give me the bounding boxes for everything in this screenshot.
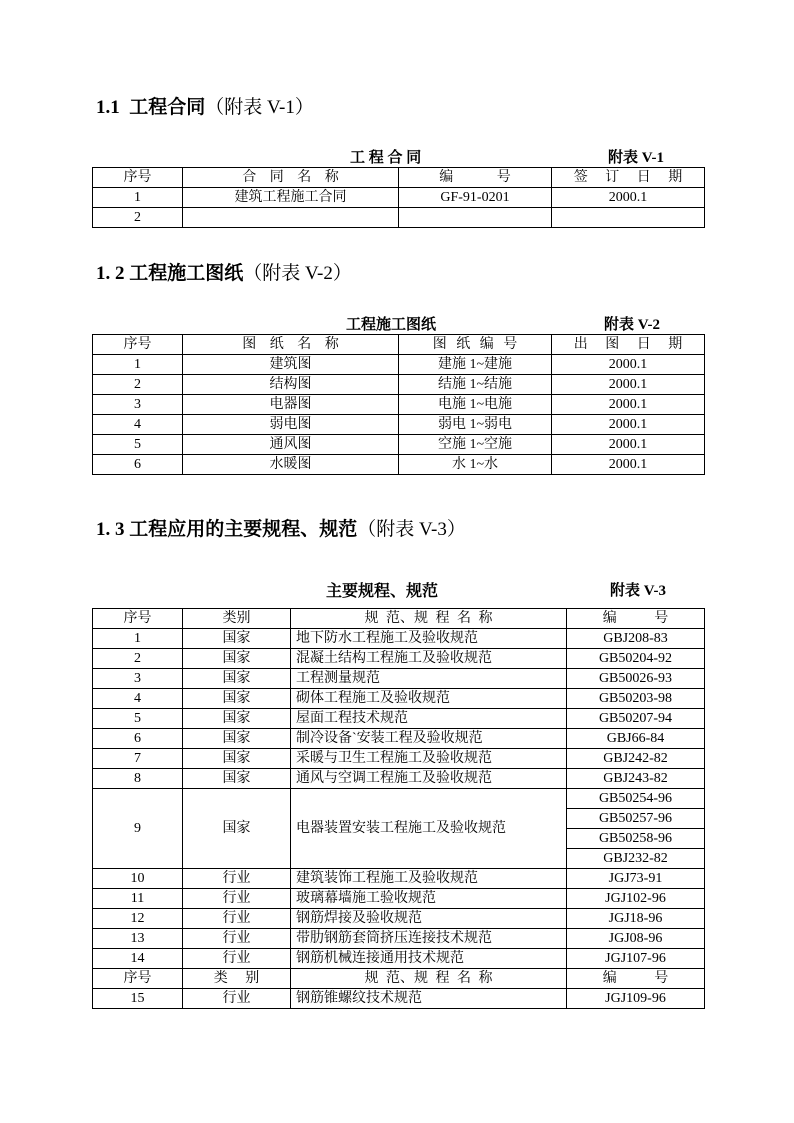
cell: 行业: [183, 929, 291, 949]
section-3-paren: （附表 V-3）: [357, 519, 466, 540]
section-3-title: 工程应用的主要规程、规范: [129, 519, 358, 540]
table-row: [93, 415, 705, 435]
table-row: [93, 909, 705, 929]
cell: 2000.1: [552, 455, 705, 475]
cell: 15: [93, 989, 183, 1009]
cell: 5: [93, 709, 183, 729]
cell: 钢筋焊接及验收规范: [291, 909, 567, 929]
table-row: [93, 789, 705, 809]
header-cell: 序号: [93, 335, 183, 355]
cell: 12: [93, 909, 183, 929]
cell: 10: [93, 869, 183, 889]
cell: 2: [93, 208, 183, 228]
table-header-row: [93, 609, 705, 629]
cell: 采暖与卫生工程施工及验收规范: [291, 749, 567, 769]
cell: 9: [93, 789, 183, 869]
section-2-paren: （附表 V-2）: [243, 263, 352, 284]
table-row: [93, 989, 705, 1009]
cell: 屋面工程技术规范: [291, 709, 567, 729]
cell: GB50204-92: [567, 649, 705, 669]
header-cell: 序号: [93, 609, 183, 629]
standards-table: [92, 608, 705, 1009]
cell: GB50257-96: [567, 809, 705, 829]
section-2-title: 工程施工图纸: [129, 263, 244, 284]
section-1-number: 1.1: [96, 97, 120, 118]
cell: 电施 1~电施: [399, 395, 552, 415]
table-header-row: [93, 168, 705, 188]
section-2-heading: [96, 258, 352, 285]
cell: 工程测量规范: [291, 669, 567, 689]
header-cell: 签 订 日 期: [552, 168, 705, 188]
section-2-number: 1. 2: [96, 263, 125, 284]
section-1-heading: [96, 92, 314, 119]
cell: GB50254-96: [567, 789, 705, 809]
table-row: [93, 669, 705, 689]
cell: 通风图: [183, 435, 399, 455]
table-1-caption: 工 程 合 同: [350, 150, 422, 166]
cell: 玻璃幕墙施工验收规范: [291, 889, 567, 909]
header-cell: 编 号: [399, 168, 552, 188]
cell: GB50026-93: [567, 669, 705, 689]
table-2-caption: 工程施工图纸: [346, 317, 437, 333]
cell: 14: [93, 949, 183, 969]
cell: 3: [93, 669, 183, 689]
table-row: [93, 889, 705, 909]
cell: 国家: [183, 769, 291, 789]
cell: [183, 208, 399, 228]
table-row: [93, 949, 705, 969]
cell: JGJ107-96: [567, 949, 705, 969]
cell: [399, 208, 552, 228]
cell: 4: [93, 415, 183, 435]
cell: 建筑工程施工合同: [183, 188, 399, 208]
table-1-tag: 附表 V-1: [608, 150, 664, 166]
cell: 水 1~水: [399, 455, 552, 475]
table-row: [93, 435, 705, 455]
section-3-number: 1. 3: [96, 519, 125, 540]
cell: 钢筋锥螺纹技术规范: [291, 989, 567, 1009]
cell: 2000.1: [552, 375, 705, 395]
cell: 弱电 1~弱电: [399, 415, 552, 435]
table-row: [93, 375, 705, 395]
table-row: [93, 208, 705, 228]
table-row: [93, 749, 705, 769]
cell: JGJ18-96: [567, 909, 705, 929]
cell: 2: [93, 375, 183, 395]
header-cell: 图 纸 名 称: [183, 335, 399, 355]
table-header-row: [93, 335, 705, 355]
header-cell: 规 范、规 程 名 称: [291, 609, 567, 629]
table-3-caption: 主要规程、规范: [326, 583, 439, 600]
cell: 行业: [183, 949, 291, 969]
cell: 结构图: [183, 375, 399, 395]
header-cell: 编 号: [567, 609, 705, 629]
cell: 2: [93, 649, 183, 669]
cell: 7: [93, 749, 183, 769]
section-1-title: 工程合同: [129, 97, 206, 118]
header-cell: 序号: [93, 168, 183, 188]
cell: 弱电图: [183, 415, 399, 435]
cell: 行业: [183, 889, 291, 909]
cell: [552, 208, 705, 228]
cell: 6: [93, 729, 183, 749]
header-cell: 类 别: [183, 969, 291, 989]
header-cell: 编 号: [567, 969, 705, 989]
cell: 3: [93, 395, 183, 415]
table-row: [93, 188, 705, 208]
cell: 电器装置安装工程施工及验收规范: [291, 789, 567, 869]
cell: 4: [93, 689, 183, 709]
cell: 混凝土结构工程施工及验收规范: [291, 649, 567, 669]
cell: 砌体工程施工及验收规范: [291, 689, 567, 709]
cell: 国家: [183, 669, 291, 689]
cell: 行业: [183, 989, 291, 1009]
header-cell: 合 同 名 称: [183, 168, 399, 188]
table-row: [93, 395, 705, 415]
cell: 1: [93, 629, 183, 649]
table-header-row: [93, 969, 705, 989]
cell: GBJ66-84: [567, 729, 705, 749]
table-row: [93, 355, 705, 375]
cell: 国家: [183, 689, 291, 709]
table-row: [93, 629, 705, 649]
cell: JGJ102-96: [567, 889, 705, 909]
table-3-tag: 附表 V-3: [610, 583, 666, 599]
cell: 地下防水工程施工及验收规范: [291, 629, 567, 649]
cell: 国家: [183, 649, 291, 669]
cell: 行业: [183, 869, 291, 889]
cell: GBJ232-82: [567, 849, 705, 869]
cell: JGJ08-96: [567, 929, 705, 949]
cell: 建筑装饰工程施工及验收规范: [291, 869, 567, 889]
table-row: [93, 869, 705, 889]
cell: 制冷设备`安装工程及验收规范: [291, 729, 567, 749]
cell: 带肋钢筋套筒挤压连接技术规范: [291, 929, 567, 949]
table-2-tag: 附表 V-2: [604, 317, 660, 333]
cell: 通风与空调工程施工及验收规范: [291, 769, 567, 789]
cell: JGJ109-96: [567, 989, 705, 1009]
table-row: [93, 455, 705, 475]
cell: 电器图: [183, 395, 399, 415]
cell: 国家: [183, 789, 291, 869]
drawings-table: [92, 334, 705, 475]
table-row: [93, 929, 705, 949]
cell: 国家: [183, 709, 291, 729]
cell: 钢筋机械连接通用技术规范: [291, 949, 567, 969]
cell: 6: [93, 455, 183, 475]
cell: GF-91-0201: [399, 188, 552, 208]
table-row: [93, 649, 705, 669]
cell: 建施 1~建施: [399, 355, 552, 375]
cell: 1: [93, 355, 183, 375]
cell: 2000.1: [552, 188, 705, 208]
cell: GBJ243-82: [567, 769, 705, 789]
section-3-heading: [96, 514, 466, 541]
cell: 结施 1~结施: [399, 375, 552, 395]
table-row: [93, 769, 705, 789]
cell: 8: [93, 769, 183, 789]
table-row: [93, 709, 705, 729]
cell: 2000.1: [552, 415, 705, 435]
cell: 水暖图: [183, 455, 399, 475]
cell: 国家: [183, 629, 291, 649]
cell: 建筑图: [183, 355, 399, 375]
header-cell: 图 纸 编 号: [399, 335, 552, 355]
cell: 空施 1~空施: [399, 435, 552, 455]
contract-table: [92, 167, 705, 228]
table-row: [93, 689, 705, 709]
header-cell: 类别: [183, 609, 291, 629]
section-1-paren: （附表 V-1）: [205, 97, 314, 118]
cell: GBJ242-82: [567, 749, 705, 769]
cell: 2000.1: [552, 395, 705, 415]
cell: 2000.1: [552, 435, 705, 455]
cell: GB50258-96: [567, 829, 705, 849]
cell: 1: [93, 188, 183, 208]
cell: GBJ208-83: [567, 629, 705, 649]
header-cell: 规 范、规 程 名 称: [291, 969, 567, 989]
cell: JGJ73-91: [567, 869, 705, 889]
cell: 国家: [183, 749, 291, 769]
cell: 5: [93, 435, 183, 455]
header-cell: 出 图 日 期: [552, 335, 705, 355]
cell: 13: [93, 929, 183, 949]
cell: 行业: [183, 909, 291, 929]
table-row: [93, 729, 705, 749]
cell: 2000.1: [552, 355, 705, 375]
cell: GB50203-98: [567, 689, 705, 709]
cell: GB50207-94: [567, 709, 705, 729]
header-cell: 序号: [93, 969, 183, 989]
cell: 11: [93, 889, 183, 909]
cell: 国家: [183, 729, 291, 749]
